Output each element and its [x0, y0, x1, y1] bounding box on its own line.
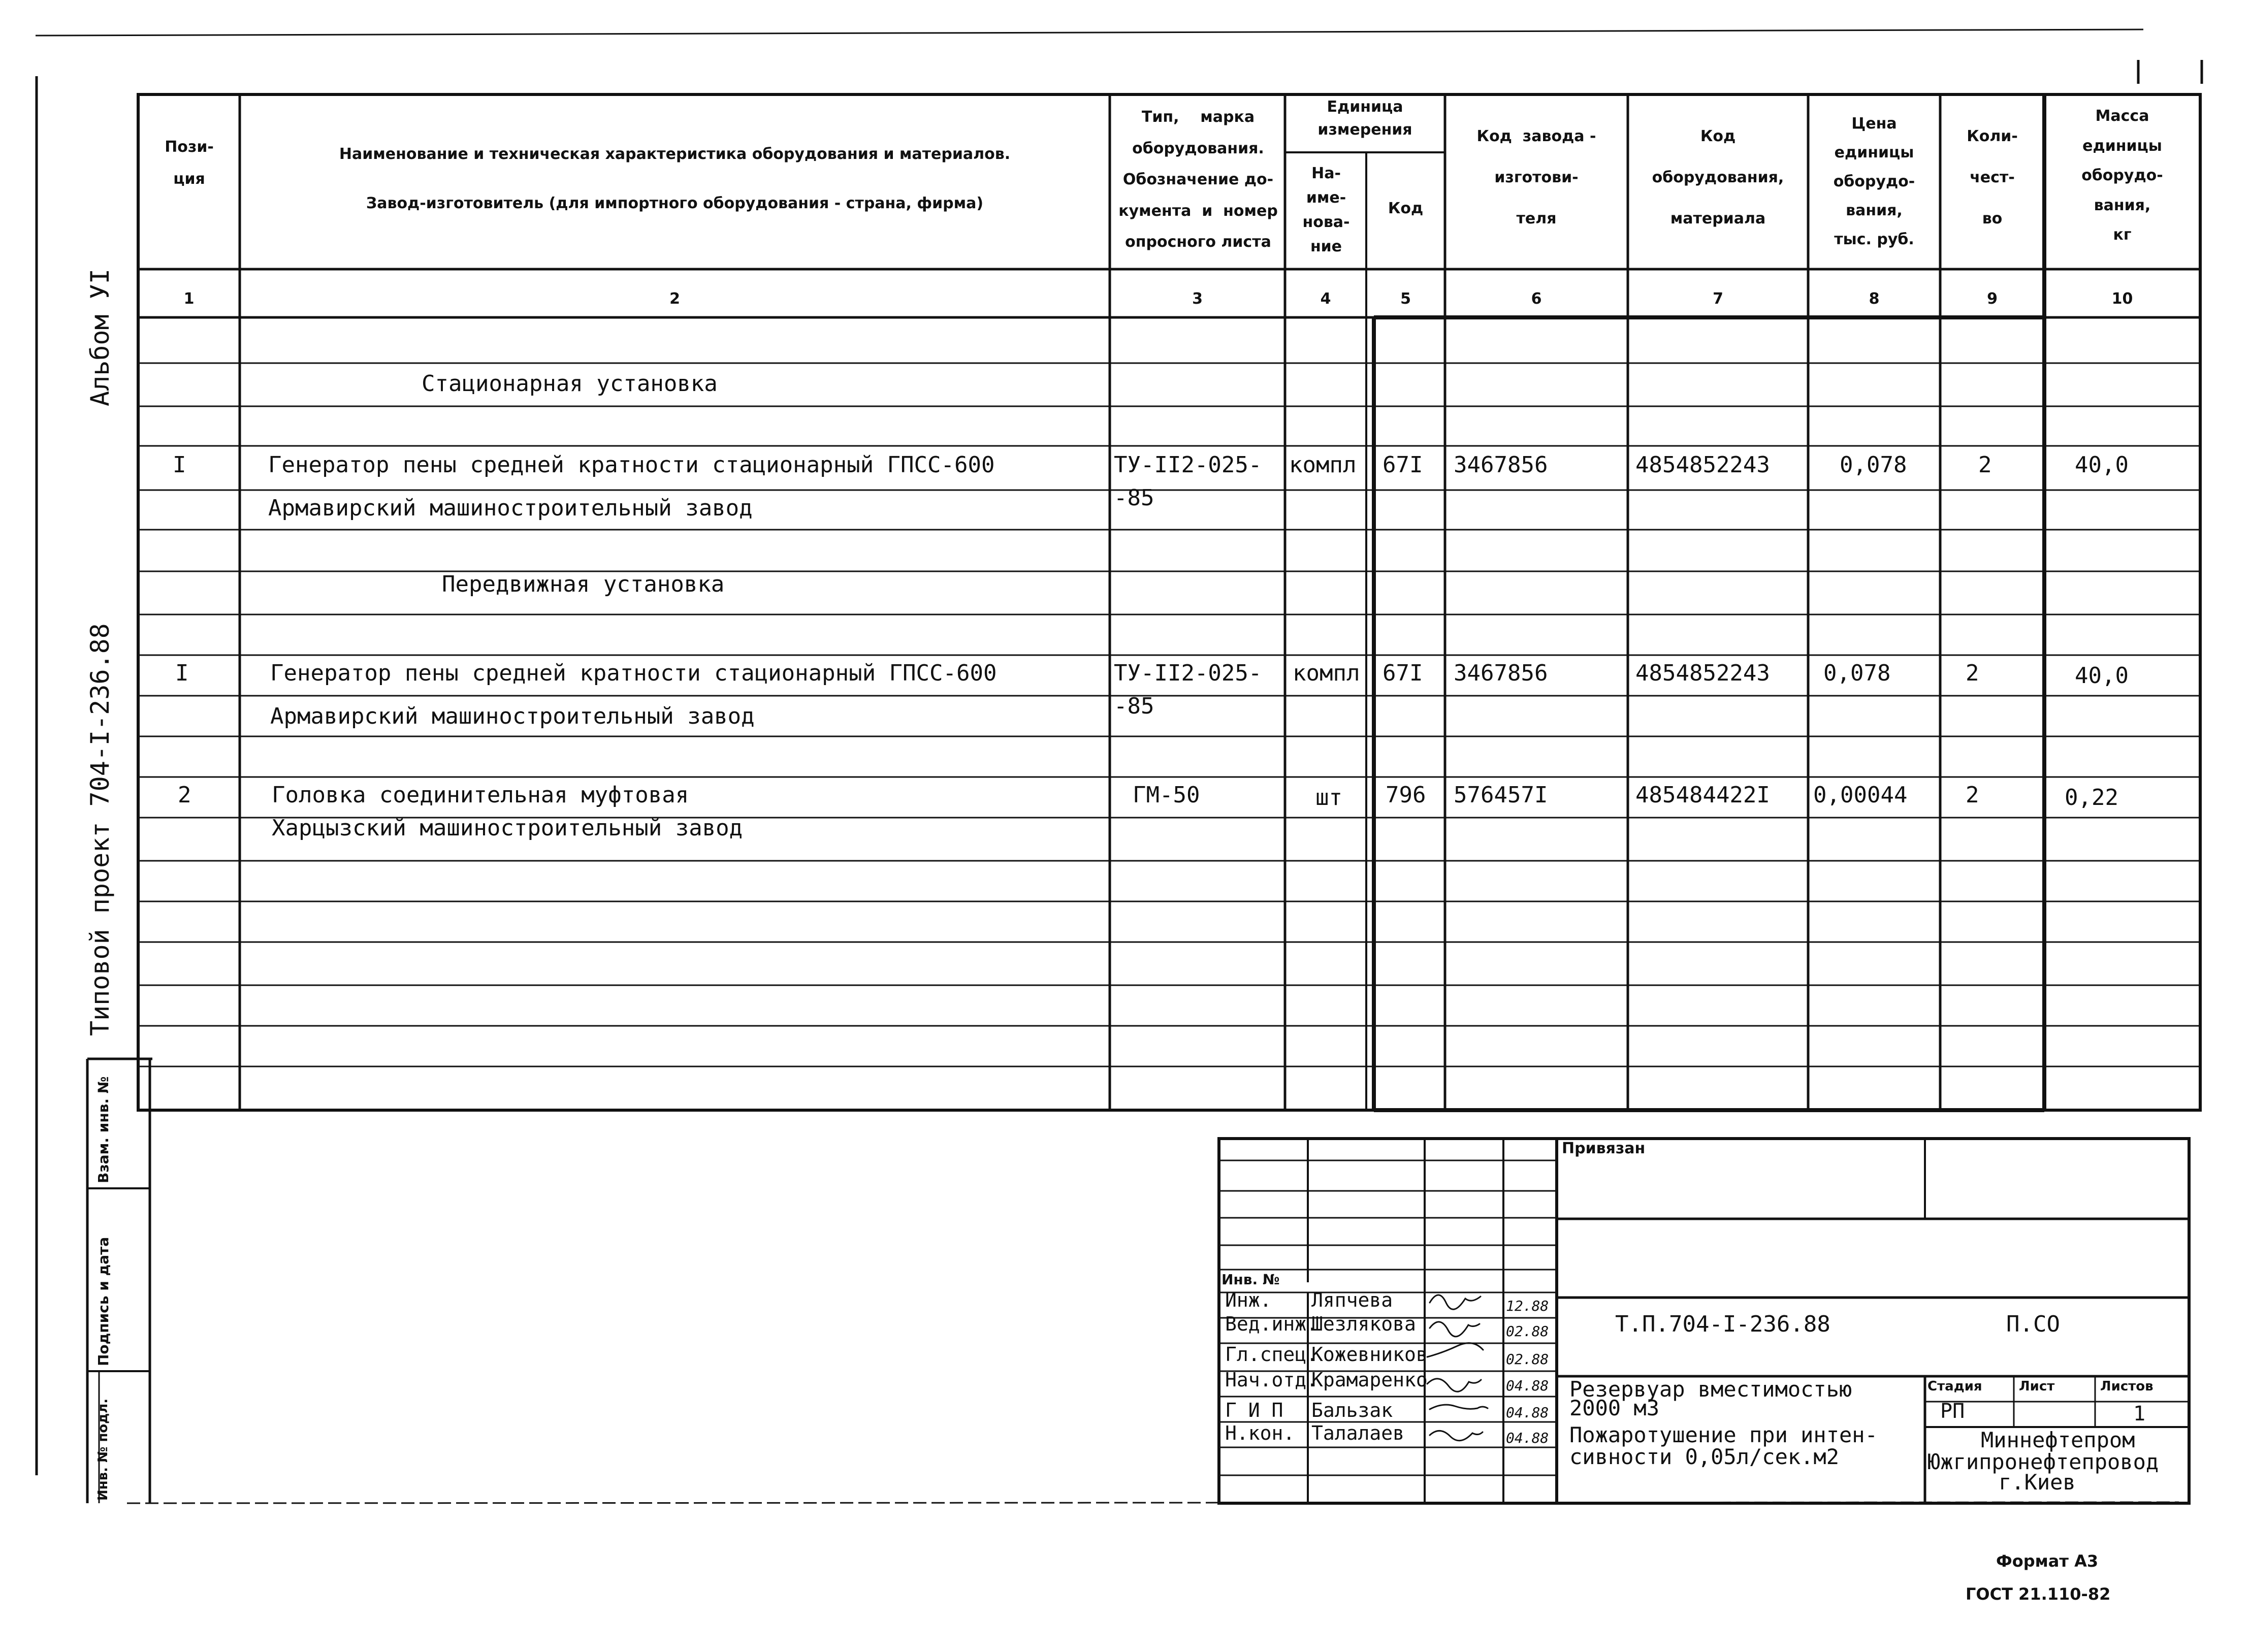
tied-label: Привязан — [1562, 1140, 1646, 1157]
row2-maker: Армавирский машиностроительный завод — [270, 703, 755, 729]
row2-type: ТУ-II2-025- — [1114, 660, 1262, 686]
person-name: Шезлякова — [1311, 1313, 1416, 1335]
sign-date: 04.88 — [1506, 1404, 1549, 1421]
stamp-sign-date: Подпись и дата — [95, 1237, 112, 1366]
row3-quantity: 2 — [1966, 782, 1979, 808]
row2-position: I — [175, 660, 189, 686]
org-line1: Миннефтепром — [1981, 1428, 2135, 1452]
row3-price: 0,00044 — [1813, 782, 1908, 808]
org-line2: Южгипронефтепровод — [1927, 1449, 2159, 1474]
row2-unit-code: 67I — [1383, 660, 1423, 686]
row2-plant-code: 3467856 — [1454, 660, 1548, 686]
row1-position: I — [173, 452, 186, 478]
sheets-label: Листов — [2100, 1379, 2153, 1394]
header-type: Тип, марка оборудования. Обозначение до- кумента и номер опросного листа — [1118, 108, 1278, 251]
stamp-inv-number: Инв. № подл. — [95, 1398, 111, 1501]
sign-date: 12.88 — [1506, 1298, 1549, 1314]
document-code: Т.П.704-I-236.88 — [1615, 1311, 1830, 1337]
row2-quantity: 2 — [1966, 660, 1979, 686]
row1-type: ТУ-II2-025- — [1114, 452, 1262, 478]
row3-name: Головка соединительная муфтовая — [272, 782, 689, 808]
row3-mass: 0,22 — [2065, 785, 2118, 811]
row1-unit: компл — [1289, 452, 1357, 478]
person-name: Кожевников — [1311, 1343, 1428, 1366]
sign-date: 02.88 — [1506, 1351, 1549, 1368]
person-name: Крамаренко — [1311, 1369, 1428, 1391]
header-position: Пози- ция — [165, 138, 214, 188]
row3-unit-code: 796 — [1386, 782, 1426, 808]
column-number-5: 5 — [1400, 290, 1411, 308]
inv-number-label: Инв. № — [1222, 1271, 1280, 1288]
header-quantity: Коли- чест- во — [1967, 127, 2018, 228]
header-unit-name: На- име- нова- ние — [1302, 165, 1350, 255]
row1-name: Генератор пены средней кратности стационарный ГПСС-600 — [268, 452, 995, 478]
row1-type-cont: -85 — [1114, 485, 1154, 511]
sign-date: 02.88 — [1506, 1323, 1549, 1340]
stage-label: Стадия — [1927, 1379, 1982, 1394]
row1-price: 0,078 — [1840, 452, 1907, 478]
person-name: Бальзак — [1311, 1399, 1393, 1421]
stamp-replace-inv: Взам. инв. № — [95, 1076, 112, 1183]
row2-item-code: 4854852243 — [1635, 660, 1770, 686]
header-item-code: Код оборудования, материала — [1652, 127, 1784, 228]
person-name: Талалаев — [1311, 1422, 1405, 1444]
album-label: Альбом УI — [85, 269, 115, 406]
description-line2: 2000 м3 — [1569, 1396, 1660, 1420]
person-name: Ляпчева — [1311, 1289, 1393, 1311]
description-line3: Пожаротушение при интен- — [1569, 1422, 1878, 1447]
row2-unit: компл — [1293, 660, 1360, 686]
header-price: Цена единицы оборудо- вания, тыс. руб. — [1833, 115, 1915, 248]
sign-date: 04.88 — [1506, 1377, 1549, 1394]
column-number-7: 7 — [1713, 290, 1723, 308]
column-number-8: 8 — [1869, 290, 1880, 308]
header-name-line1: Наименование и техническая характеристика оборудования и материалов. — [339, 145, 1011, 163]
stage-value: РП — [1940, 1400, 1965, 1423]
row3-unit: шт — [1315, 785, 1342, 811]
role-label: Гл.спец. — [1225, 1343, 1319, 1366]
section-title-mobile: Передвижная установка — [442, 571, 725, 597]
description-line4: сивности 0,05л/сек.м2 — [1569, 1444, 1840, 1469]
row2-price: 0,078 — [1823, 660, 1891, 686]
org-line3: г.Киев — [1999, 1470, 2076, 1495]
column-number-10: 10 — [2111, 290, 2133, 308]
row3-position: 2 — [178, 782, 191, 808]
sheet-label: Лист — [2019, 1379, 2055, 1394]
project-label: Типовой проект 704-I-236.88 — [85, 623, 115, 1036]
column-number-4: 4 — [1320, 290, 1331, 308]
gost-label: ГОСТ 21.110-82 — [1966, 1584, 2111, 1604]
row3-plant-code: 576457I — [1454, 782, 1548, 808]
role-label: Инж. — [1225, 1289, 1272, 1311]
row3-maker: Харцызский машиностроительный завод — [272, 815, 743, 841]
row2-mass: 40,0 — [2075, 663, 2129, 689]
sign-date: 04.88 — [1506, 1430, 1549, 1446]
header-unit-code: Код — [1388, 200, 1424, 217]
document-suffix: П.СО — [2006, 1311, 2060, 1337]
role-label: Нач.отд. — [1225, 1369, 1319, 1391]
header-unit-group: Единица измерения — [1317, 98, 1412, 139]
column-number-3: 3 — [1192, 290, 1203, 308]
column-number-6: 6 — [1531, 290, 1542, 308]
role-label: Вед.инж. — [1225, 1313, 1319, 1335]
description-line1: Резервуар вместимостью — [1569, 1377, 1852, 1402]
format-label: Формат А3 — [1996, 1551, 2099, 1571]
sheets-value: 1 — [2133, 1402, 2146, 1426]
row1-maker: Армавирский машиностроительный завод — [268, 495, 753, 521]
row1-item-code: 4854852243 — [1635, 452, 1770, 478]
role-label: Н.кон. — [1225, 1422, 1295, 1444]
section-title-stationary: Стационарная установка — [422, 371, 718, 397]
column-number-2: 2 — [669, 290, 680, 308]
row3-item-code: 485484422I — [1635, 782, 1770, 808]
role-label: Г И П — [1225, 1399, 1283, 1421]
header-plant-code: Код завода - изготови- теля — [1476, 127, 1596, 228]
row2-name: Генератор пены средней кратности стационарный ГПСС-600 — [270, 660, 997, 686]
column-number-9: 9 — [1987, 290, 1998, 308]
header-name-line2: Завод-изготовитель (для импортного оборудования - страна, фирма) — [366, 195, 984, 212]
row1-mass: 40,0 — [2075, 452, 2129, 478]
row1-quantity: 2 — [1978, 452, 1992, 478]
row3-type: ГМ-50 — [1133, 782, 1200, 808]
row1-unit-code: 67I — [1383, 452, 1423, 478]
column-number-1: 1 — [183, 290, 195, 308]
row2-type-cont: -85 — [1114, 693, 1154, 719]
header-mass: Масса единицы оборудо- вания, кг — [2081, 107, 2163, 244]
row1-plant-code: 3467856 — [1454, 452, 1548, 478]
